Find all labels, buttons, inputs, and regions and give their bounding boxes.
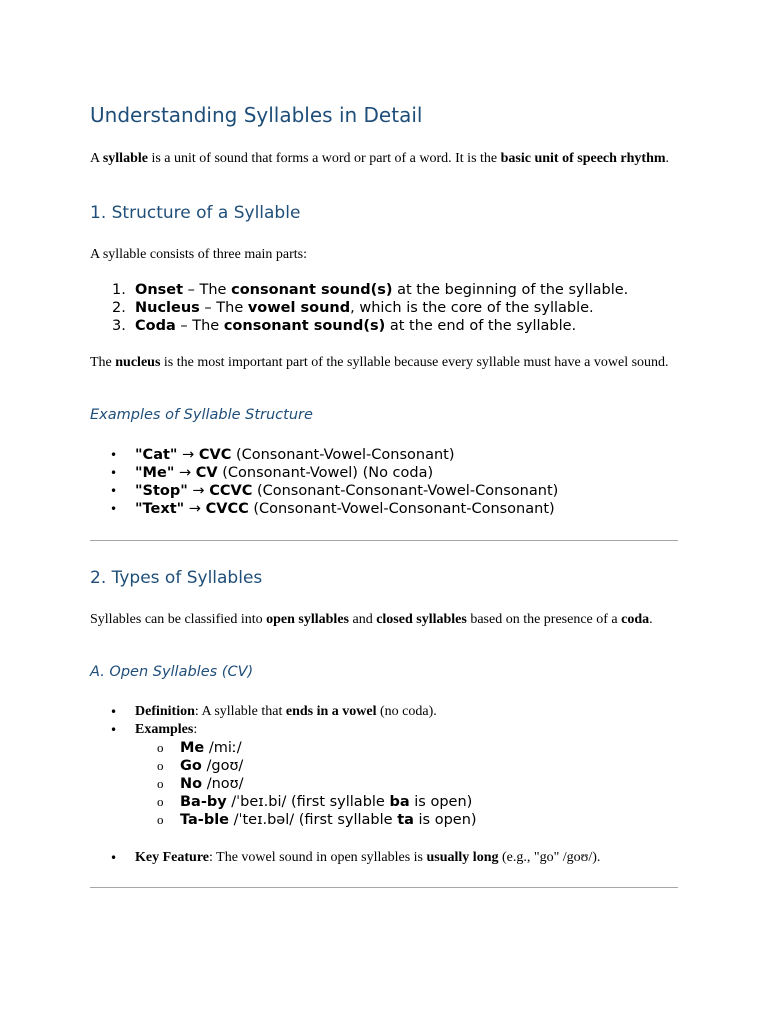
horizontal-divider	[90, 540, 678, 541]
structure-lead: A syllable consists of three main parts:	[90, 247, 307, 262]
list-item	[90, 793, 477, 811]
text-run: : The vowel sound in open syllables is	[209, 850, 427, 865]
circle-bullet-icon: o	[157, 758, 164, 773]
arrow-icon: →	[184, 501, 206, 517]
text-run: based on the presence of a	[466, 612, 622, 627]
text-run: at the beginning of the syllable.	[392, 282, 629, 298]
open-examples-sublist	[135, 739, 477, 829]
list-item	[90, 757, 477, 775]
example-word: Ta-ble	[180, 812, 230, 828]
list-number: 1.	[112, 282, 126, 298]
text-run: : A syllable that	[194, 704, 286, 719]
list-item	[90, 281, 628, 299]
bold-run: syllable	[102, 151, 148, 166]
circle-bullet-icon: o	[157, 776, 164, 791]
list-item	[90, 811, 477, 829]
example-word: No	[180, 776, 203, 792]
list-item	[90, 703, 477, 721]
term: Onset	[135, 282, 184, 298]
circle-bullet-icon: o	[157, 794, 164, 809]
text-run: .	[649, 612, 653, 627]
bullet-icon: •	[110, 466, 118, 480]
bold-run: closed syllables	[376, 612, 467, 627]
bullet-icon: •	[110, 484, 118, 498]
bullet-icon: •	[110, 723, 118, 737]
pattern: CVCC	[205, 501, 249, 517]
text-run: and	[348, 612, 377, 627]
text-run: – The	[175, 318, 224, 334]
bold-run: ba	[389, 794, 410, 810]
open-syllables-list	[90, 703, 477, 829]
example-word: "Stop"	[135, 483, 188, 499]
text-run: A	[90, 151, 103, 166]
bold-run: usually long	[426, 850, 499, 865]
text-run: /goʊ/	[201, 758, 244, 774]
examples-structure-heading: Examples of Syllable Structure	[90, 407, 313, 423]
list-number: 3.	[112, 318, 126, 334]
text-run: (Consonant-Consonant-Vowel-Consonant)	[252, 483, 559, 499]
arrow-icon: →	[177, 447, 199, 463]
list-number: 2.	[112, 300, 126, 316]
list-item	[90, 482, 558, 500]
text-run: – The	[199, 300, 248, 316]
bold-run: consonant sound(s)	[223, 318, 386, 334]
text-run: at the end of the syllable.	[385, 318, 577, 334]
syllable-parts-list	[90, 281, 628, 335]
text-run: /miː/	[204, 740, 242, 756]
example-word: Me	[180, 740, 205, 756]
structure-examples-list	[90, 446, 558, 518]
text-run: /ˈteɪ.bəl/ (first syllable	[229, 812, 398, 828]
bold-run: basic unit of speech rhythm	[500, 151, 666, 166]
list-item	[90, 721, 477, 829]
term: Nucleus	[135, 300, 200, 316]
text-run: (Consonant-Vowel-Consonant-Consonant)	[248, 501, 555, 517]
arrow-icon: →	[187, 483, 210, 499]
term: Examples	[135, 722, 194, 737]
text-run: , which is the core of the syllable.	[350, 300, 594, 316]
text-run: /ˈbeɪ.bi/ (first syllable	[226, 794, 390, 810]
text-run: Syllables can be classified into	[90, 612, 267, 627]
text-run: (no coda).	[376, 704, 437, 719]
section-1-heading: 1. Structure of a Syllable	[90, 203, 301, 223]
bullet-icon: •	[110, 851, 118, 865]
text-run: – The	[183, 282, 232, 298]
circle-bullet-icon: o	[157, 812, 164, 827]
intro-paragraph	[90, 150, 670, 168]
bold-run: nucleus	[115, 355, 161, 370]
text-run: is open)	[409, 794, 473, 810]
bold-run: ends in a vowel	[285, 704, 377, 719]
list-item	[90, 299, 628, 317]
example-word: "Cat"	[135, 447, 178, 463]
types-intro	[90, 611, 670, 629]
bold-run: ta	[397, 812, 414, 828]
term: Definition	[135, 704, 195, 719]
text-run: The	[90, 355, 116, 370]
bold-run: coda	[621, 612, 650, 627]
bold-run: vowel sound	[247, 300, 351, 316]
pattern: CCVC	[209, 483, 253, 499]
bullet-icon: •	[110, 502, 118, 516]
arrow-icon: →	[174, 465, 196, 481]
key-feature-list	[90, 849, 600, 867]
list-item	[90, 500, 558, 518]
text-run: is open)	[413, 812, 477, 828]
list-item	[90, 464, 558, 482]
list-item	[90, 849, 600, 867]
list-item	[90, 775, 477, 793]
text-run: is the most important part of the syllable because every syllable must have a vowel sound.	[160, 355, 669, 370]
text-run: (Consonant-Vowel-Consonant)	[231, 447, 455, 463]
list-item	[90, 739, 477, 757]
example-word: "Me"	[135, 465, 175, 481]
example-word: Ba-by	[180, 794, 227, 810]
text-run: .	[665, 151, 670, 166]
pattern: CV	[195, 465, 218, 481]
bullet-icon: •	[110, 705, 118, 719]
text-run: (Consonant-Vowel) (No coda)	[217, 465, 434, 481]
list-item	[90, 317, 628, 335]
list-item	[90, 446, 558, 464]
horizontal-divider	[90, 887, 678, 888]
text-run: :	[193, 722, 198, 737]
term: Coda	[135, 318, 176, 334]
term: Key Feature	[135, 850, 209, 865]
example-word: "Text"	[135, 501, 185, 517]
pattern: CVC	[198, 447, 232, 463]
text-run: /noʊ/	[202, 776, 244, 792]
example-word: Go	[180, 758, 202, 774]
bold-run: open syllables	[266, 612, 349, 627]
page-title: Understanding Syllables in Detail	[90, 103, 423, 127]
text-run: (e.g., "go" /goʊ/).	[498, 850, 601, 865]
text-run: is a unit of sound that forms a word or part of a word. It is the	[147, 151, 501, 166]
bold-run: consonant sound(s)	[231, 282, 393, 298]
section-2-heading: 2. Types of Syllables	[90, 568, 263, 588]
circle-bullet-icon: o	[157, 740, 164, 755]
bullet-icon: •	[110, 448, 118, 462]
nucleus-note	[90, 354, 670, 372]
open-syllables-heading: A. Open Syllables (CV)	[90, 664, 254, 680]
